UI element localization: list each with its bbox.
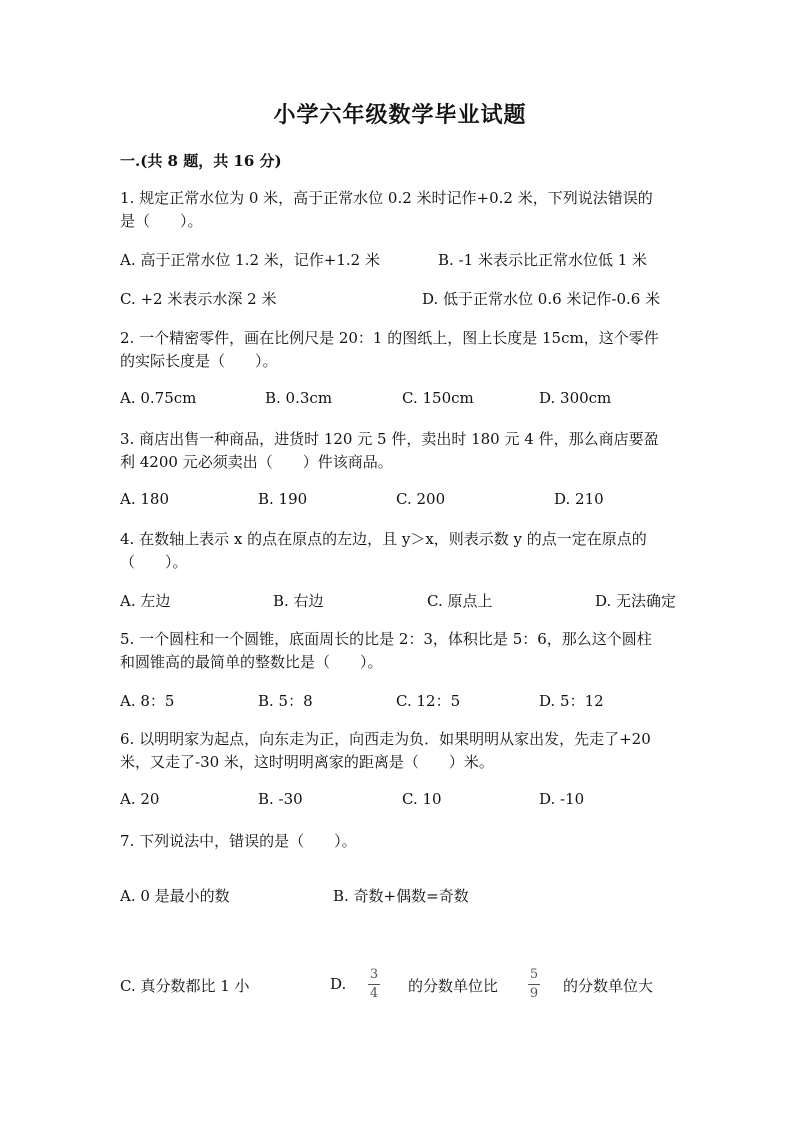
section-header: 一.(共 8 题，共 16 分) — [120, 152, 282, 170]
question-6-line-2: 米，又走了-30 米，这时明明离家的距离是（ ）米。 — [120, 753, 494, 771]
question-7-line-1: 7. 下列说法中，错误的是（ ）。 — [120, 832, 357, 850]
q1-option-a: A. 高于正常水位 1.2 米，记作+1.2 米 — [120, 251, 380, 269]
fraction-three-quarters — [368, 968, 380, 1001]
q2-option-a: A. 0.75cm — [120, 389, 197, 407]
fraction-numerator: 3 — [369, 967, 379, 982]
q4-option-a: A. 左边 — [120, 592, 171, 610]
q4-option-d: D. 无法确定 — [595, 592, 677, 610]
fraction-denominator: 4 — [369, 986, 379, 1001]
q3-option-d: D. 210 — [554, 490, 604, 508]
q3-option-a: A. 180 — [120, 490, 169, 508]
q7-option-d-text-2: 的分数单位大 — [563, 977, 654, 995]
q7-option-d-label: D. — [330, 975, 347, 993]
q7-option-c: C. 真分数都比 1 小 — [120, 977, 250, 995]
q6-option-c: C. 10 — [402, 790, 442, 808]
q3-option-c: C. 200 — [396, 490, 446, 508]
q6-option-a: A. 20 — [120, 790, 160, 808]
q2-option-d: D. 300cm — [539, 389, 612, 407]
page-title: 小学六年级数学毕业试题 — [273, 102, 527, 128]
q5-option-d: D. 5：12 — [539, 692, 604, 710]
question-2-line-1: 2. 一个精密零件，画在比例尺是 20：1 的图纸上，图上长度是 15cm，这个零件 — [120, 329, 659, 347]
q7-option-b: B. 奇数+偶数=奇数 — [333, 887, 469, 905]
fraction-bar — [368, 984, 380, 985]
question-3-line-2: 利 4200 元必须卖出（ ）件该商品。 — [120, 453, 393, 471]
q3-option-b: B. 190 — [258, 490, 308, 508]
fraction-numerator: 5 — [529, 967, 539, 982]
question-6-line-1: 6. 以明明家为起点，向东走为正，向西走为负．如果明明从家出发，先走了+20 — [120, 730, 651, 748]
q6-option-d: D. -10 — [539, 790, 585, 808]
q7-option-a: A. 0 是最小的数 — [120, 887, 230, 905]
q7-option-d-text-1: 的分数单位比 — [408, 977, 499, 995]
fraction-denominator: 9 — [529, 986, 539, 1001]
q5-option-b: B. 5：8 — [258, 692, 313, 710]
fraction-bar — [528, 984, 540, 985]
q4-option-b: B. 右边 — [273, 592, 324, 610]
q5-option-c: C. 12：5 — [396, 692, 461, 710]
q1-option-b: B. -1 米表示比正常水位低 1 米 — [438, 251, 648, 269]
q6-option-b: B. -30 — [258, 790, 303, 808]
q1-option-c: C. +2 米表示水深 2 米 — [120, 290, 277, 308]
fraction-five-ninths — [528, 968, 540, 1001]
q4-option-c: C. 原点上 — [427, 592, 493, 610]
question-5-line-2: 和圆锥高的最简单的整数比是（ ）。 — [120, 653, 383, 671]
q1-option-d: D. 低于正常水位 0.6 米记作-0.6 米 — [422, 290, 661, 308]
question-4-line-2: （ ）。 — [120, 553, 188, 571]
question-5-line-1: 5. 一个圆柱和一个圆锥，底面周长的比是 2：3，体积比是 5：6，那么这个圆柱 — [120, 630, 652, 648]
question-1-line-1: 1. 规定正常水位为 0 米，高于正常水位 0.2 米时记作+0.2 米，下列说法错误的 — [120, 189, 653, 207]
question-2-line-2: 的实际长度是（ ）。 — [120, 352, 278, 370]
question-1-line-2: 是（ ）。 — [120, 212, 203, 230]
q2-option-b: B. 0.3cm — [265, 389, 333, 407]
q5-option-a: A. 8：5 — [120, 692, 175, 710]
q2-option-c: C. 150cm — [402, 389, 474, 407]
question-3-line-1: 3. 商店出售一种商品，进货时 120 元 5 件，卖出时 180 元 4 件，那么商店要盈 — [120, 430, 659, 448]
question-4-line-1: 4. 在数轴上表示 x 的点在原点的左边，且 y＞x，则表示数 y 的点一定在原点的 — [120, 530, 647, 548]
